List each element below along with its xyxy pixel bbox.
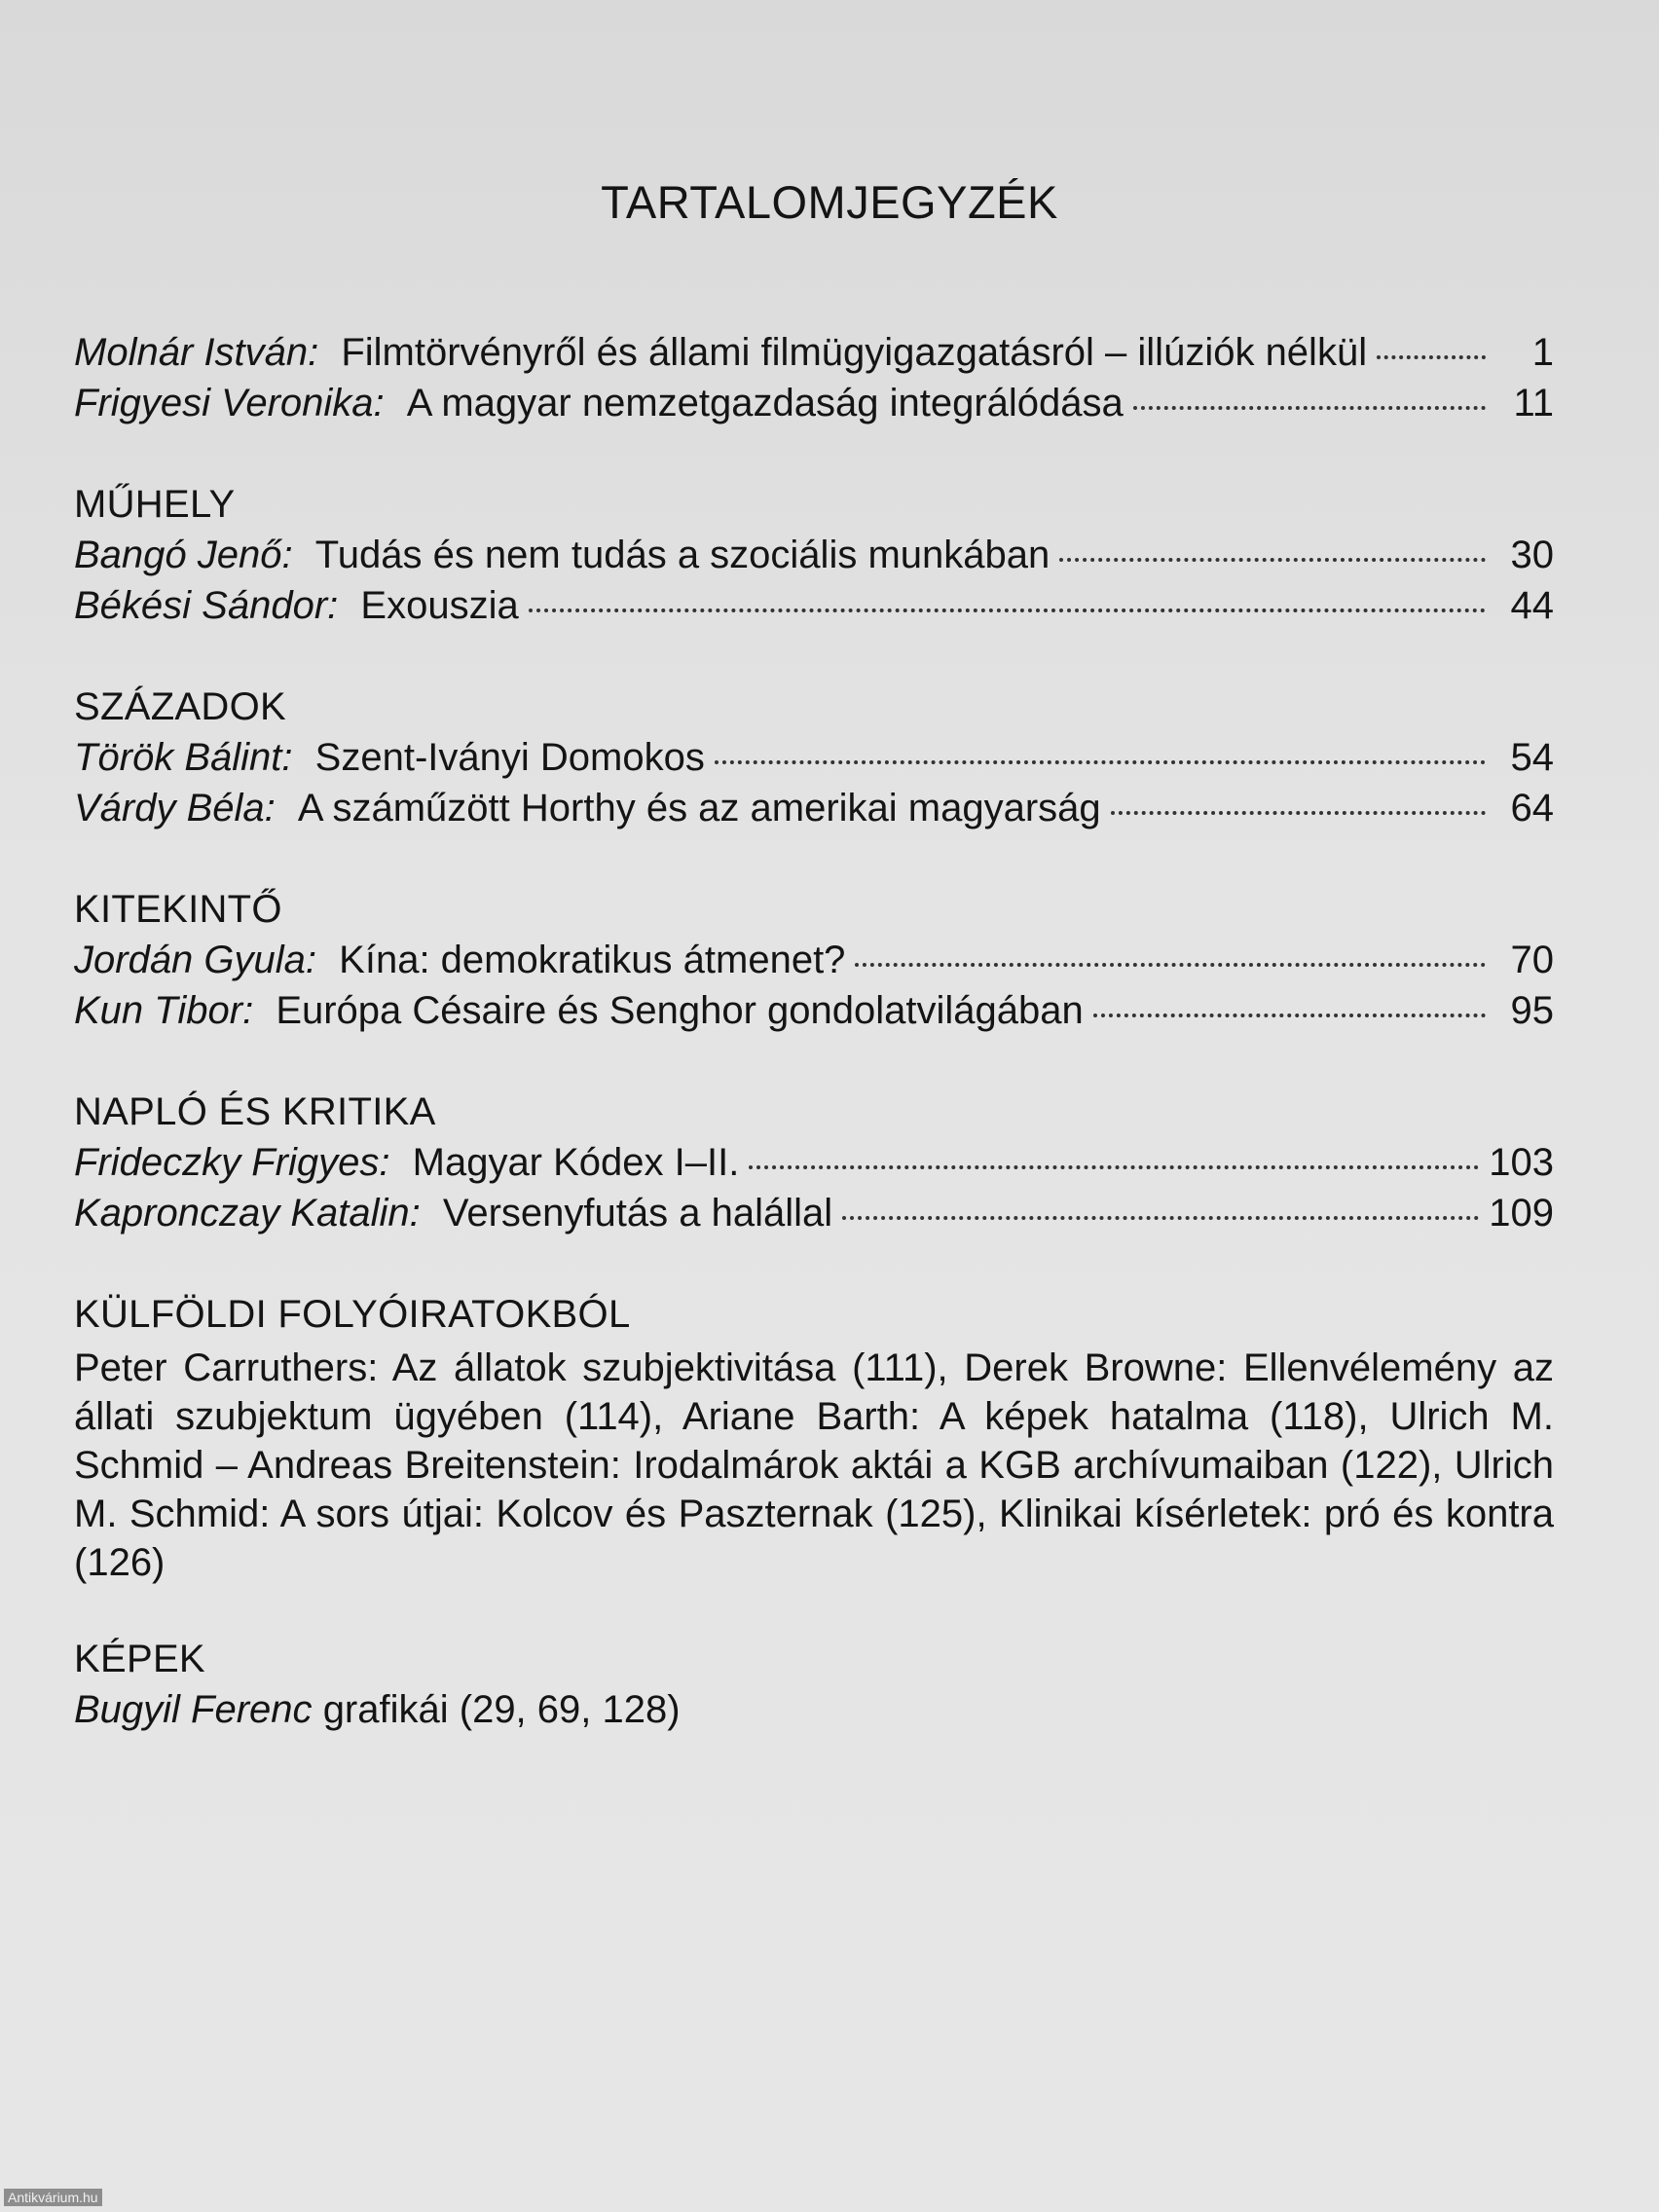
toc-entry xyxy=(74,534,1554,584)
entry-page: 95 xyxy=(1510,989,1554,1032)
images-line xyxy=(74,1688,1554,1739)
section-heading: NAPLÓ ÉS KRITIKA xyxy=(74,1090,436,1133)
entry-page: 70 xyxy=(1510,939,1554,981)
entry-page: 109 xyxy=(1489,1192,1554,1235)
entry-title: Kína: demokratikus átmenet? xyxy=(339,939,846,981)
entry-author: Kapronczay Katalin: xyxy=(74,1192,421,1235)
entry-title: A magyar nemzetgazdaság integrálódása xyxy=(406,382,1124,424)
entry-author: Várdy Béla: xyxy=(74,787,276,830)
entry-title: Európa Césaire és Senghor gondolatvilágában xyxy=(276,989,1084,1032)
entry-page: 64 xyxy=(1510,787,1554,830)
entry-title: Exouszia xyxy=(360,584,519,627)
dot-leader xyxy=(855,963,1486,967)
toc-entry xyxy=(74,1192,1554,1242)
section-heading: KITEKINTŐ xyxy=(74,888,282,931)
entry-title: A száműzött Horthy és az amerikai magyarság xyxy=(297,787,1101,830)
entry-title: Szent-Iványi Domokos xyxy=(314,736,705,779)
toc-entry xyxy=(74,787,1554,837)
entry-author: Békési Sándor: xyxy=(74,584,339,627)
dot-leader xyxy=(715,760,1486,764)
dot-leader xyxy=(1093,1014,1486,1017)
dot-leader xyxy=(842,1216,1479,1220)
dot-leader xyxy=(529,608,1486,612)
page-title: TARTALOMJEGYZÉK xyxy=(601,176,1058,228)
entry-author: Molnár István: xyxy=(74,331,319,374)
toc-entry xyxy=(74,331,1554,382)
toc-entry xyxy=(74,584,1554,635)
entry-author: Kun Tibor: xyxy=(74,989,254,1032)
entry-page: 54 xyxy=(1510,736,1554,779)
entry-title: Filmtörvényről és állami filmügyigazgatásról – illúziók nélkül xyxy=(341,331,1368,374)
entry-page: 11 xyxy=(1513,382,1554,424)
section-heading: SZÁZADOK xyxy=(74,685,286,728)
dot-leader xyxy=(1377,355,1486,359)
entry-page: 30 xyxy=(1510,534,1554,576)
toc-entry xyxy=(74,939,1554,989)
toc-entry xyxy=(74,1141,1554,1192)
entry-page: 103 xyxy=(1489,1141,1554,1184)
dot-leader xyxy=(749,1165,1479,1169)
images-text: grafikái (29, 69, 128) xyxy=(322,1688,681,1731)
section-heading: MŰHELY xyxy=(74,483,236,526)
entry-page: 44 xyxy=(1510,584,1554,627)
dot-leader xyxy=(1059,558,1486,562)
entry-author: Frideczky Frigyes: xyxy=(74,1141,390,1184)
images-author: Bugyil Ferenc xyxy=(74,1688,313,1731)
entry-title: Tudás és nem tudás a szociális munkában xyxy=(314,534,1051,576)
table-of-contents xyxy=(74,331,1554,1739)
toc-entry xyxy=(74,989,1554,1040)
watermark: Antikvárium.hu xyxy=(4,2189,102,2206)
intro-group xyxy=(74,331,1554,432)
section-heading: KÉPEK xyxy=(74,1638,205,1680)
foreign-journals-paragraph: Peter Carruthers: Az állatok szubjektivitása (111), Derek Browne: Ellenvélemény az állati szubjektum ügyében (114), Ariane Barth: A képek hatalma (118), Ulrich M. Schmid – Andreas Breitenstein: Irodalmárok aktái a KGB archívumaiban (122), Ulrich M. Schmid: A sors útjai: Kolcov és Paszternak (125), Klinikai kísérletek: pró és kontra (126) xyxy=(74,1346,1554,1584)
entry-title: Magyar Kódex I–II. xyxy=(412,1141,740,1184)
dot-leader xyxy=(1111,811,1486,815)
entry-author: Bangó Jenő: xyxy=(74,534,293,576)
entry-author: Török Bálint: xyxy=(74,736,293,779)
entry-author: Frigyesi Veronika: xyxy=(74,382,385,424)
section-heading: KÜLFÖLDI FOLYÓIRATOKBÓL xyxy=(74,1293,631,1336)
entry-author: Jordán Gyula: xyxy=(74,939,317,981)
entry-page: 1 xyxy=(1531,331,1554,374)
toc-entry xyxy=(74,736,1554,787)
entry-title: Versenyfutás a halállal xyxy=(442,1192,833,1235)
dot-leader xyxy=(1133,406,1486,410)
toc-entry xyxy=(74,382,1554,432)
